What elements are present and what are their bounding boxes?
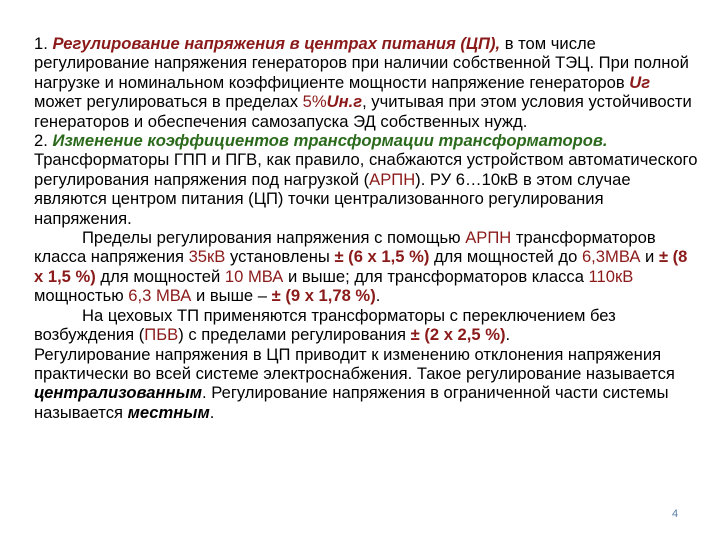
voltage-class-35kv: 35кВ [188,247,226,267]
text: , учитывая при этом условия устойчивости генераторов и обеспечения самозапуска ЭД собственных нужд. [34,92,692,131]
text: ) с пределами регулирования [178,325,411,345]
text: . [375,286,381,306]
text: ). РУ 6…10кВ в этом случае являются центром питания (ЦП) точки централизованного регулирования напряжения. [34,169,631,228]
generator-voltage-symbol: Uг [629,72,651,92]
paragraph-workshop-substations [34,306,698,345]
term-pbv: ПБВ [144,325,179,345]
paragraph-transformation-ratio [34,131,698,228]
voltage-class-110kv: 110кВ [588,266,634,286]
page-number: 4 [672,508,679,520]
power-6-3mva-110: 6,3 МВА [128,286,192,306]
paragraph-voltage-regulation-centers [34,34,698,131]
heading-regulation-centers: Регулирование напряжения в центрах питания (ЦП), [52,34,501,53]
term-arpn: АРПН [465,228,512,248]
text: Регулирование напряжения в ЦП приводит к изменению отклонения напряжения практически во всей системе электроснабжения. Такое регулирование называется [34,344,675,383]
nominal-voltage-symbol: Uн.г [326,92,363,112]
text: для мощностей до [429,247,582,267]
range-6x1-5: ± (6 х 1,5 %) [334,247,430,267]
text: Пределы регулирования напряжения с помощью [82,228,466,248]
text: . [209,402,215,422]
text: Трансформаторы ГПП и ПГВ, как правило, снабжаются устройством автоматического регулирования напряжения под нагрузкой ( [34,150,698,189]
heading-transformation-ratio: Изменение коэффициентов трансформации трансформаторов. [52,131,608,151]
text: и выше; для трансформаторов класса [283,266,589,286]
text: . [505,325,511,345]
term-local: местным [127,402,210,422]
range-9x1-78: ± (9 х 1,78 %) [271,286,376,306]
text: . Регулирование напряжения в ограниченной части системы называется [34,383,669,422]
range-8x1-5: ± (8 х 1,5 %) [34,247,688,286]
item-number: 2. [34,131,53,151]
regulation-range: 5% [302,92,327,112]
paragraph-centralized-local [34,345,698,423]
text: установлены [225,247,335,267]
text: На цеховых ТП применяются трансформаторы с переключением без возбуждения ( [34,305,616,345]
text: и выше – [191,286,272,306]
term-arpn: АРПН [369,169,416,189]
power-10mva: 10 МВА [224,266,284,286]
term-centralized: централизованным [34,383,203,403]
range-2x2-5: ± (2 х 2,5 %) [410,325,506,345]
text: трансформаторов класса напряжения [34,228,656,267]
item-number: 1. [34,34,53,53]
text: в том числе регулирование напряжения генераторов при наличии собственной ТЭЦ. При полной нагрузке и номинальном коэффициенте мощности напряжение генераторов [34,34,689,92]
power-6-3mva: 6,3МВА [581,247,641,267]
paragraph-arpn-limits [34,228,698,306]
text: и [640,247,659,267]
text: для мощностей [95,266,225,286]
text-body [34,34,698,422]
text: может регулироваться в пределах [34,92,303,112]
text: мощностью [34,286,129,306]
